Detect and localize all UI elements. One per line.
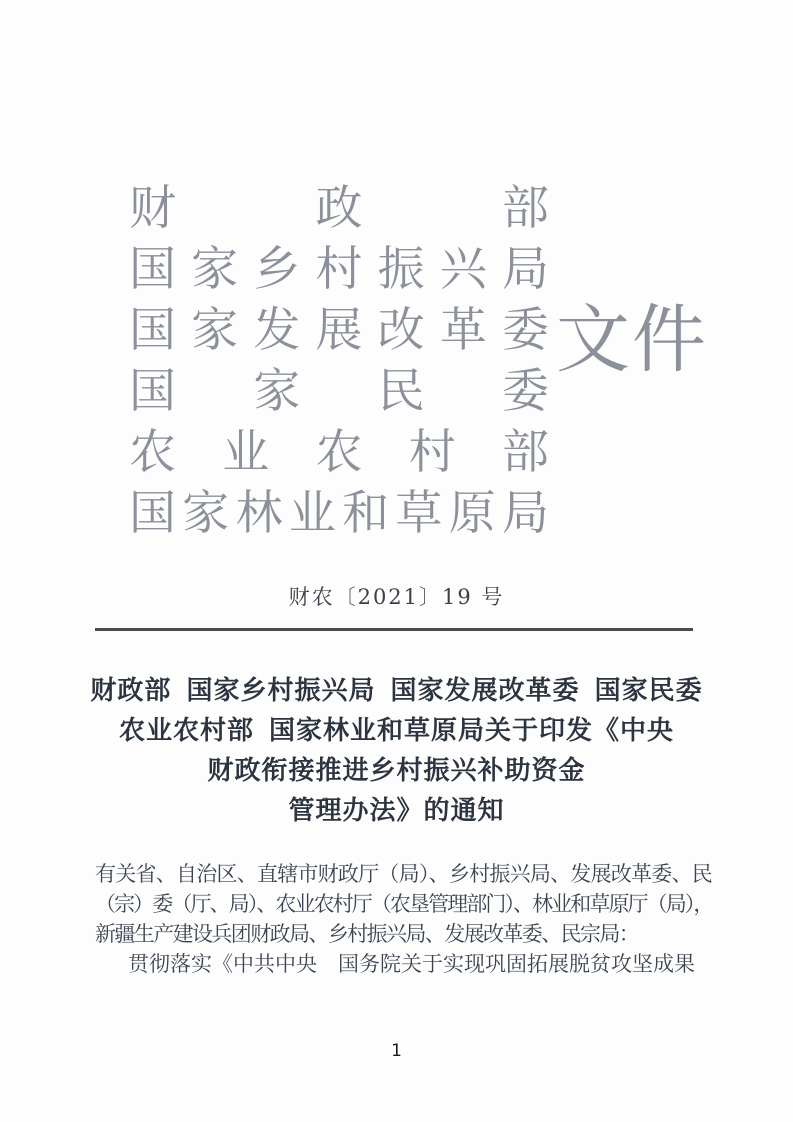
body-line-recipients: 新疆生产建设兵团财政局、乡村振兴局、发展改革委、民宗局： bbox=[95, 922, 639, 946]
body-line-recipients: （宗）委（厅、局）、农业农村厅（农垦管理部门）、林业和草原厅（局）， bbox=[95, 892, 711, 916]
divider-rule bbox=[95, 628, 693, 631]
letterhead-agencies bbox=[129, 178, 549, 544]
page-number: 1 bbox=[391, 1041, 402, 1061]
agency-name-xiangcunzhenxingju: 国家乡村振兴局 bbox=[129, 242, 549, 297]
document-type-label: 文件 bbox=[556, 297, 708, 383]
title-line: 农业农村部 国家林业和草原局关于印发《中央 bbox=[118, 716, 675, 746]
title-line: 管理办法》的通知 bbox=[288, 796, 505, 826]
body-line-paragraph: 贯彻落实《中共中央 国务院关于实现巩固拓展脱贫攻坚成果 bbox=[128, 952, 695, 976]
agency-name-caizhengbu: 财政部 bbox=[129, 181, 549, 236]
title-line: 财政部 国家乡村振兴局 国家发展改革委 国家民委 bbox=[90, 676, 703, 706]
agency-name-linyehecaoyuanju: 国家林业和草原局 bbox=[129, 486, 549, 541]
document-body bbox=[95, 859, 711, 979]
reference-number: 财农〔2021〕19 号 bbox=[288, 585, 505, 609]
agency-name-guojiaminwei: 国家民委 bbox=[129, 364, 549, 419]
body-line-recipients: 有关省、自治区、直辖市财政厅（局）、乡村振兴局、发展改革委、民 bbox=[95, 862, 711, 886]
agency-name-nongyenongcunbu: 农业农村部 bbox=[129, 425, 549, 480]
document-title bbox=[0, 671, 793, 831]
title-line: 财政衔接推进乡村振兴补助资金 bbox=[207, 756, 586, 786]
agency-name-fazhangaigewei: 国家发展改革委 bbox=[129, 303, 549, 358]
